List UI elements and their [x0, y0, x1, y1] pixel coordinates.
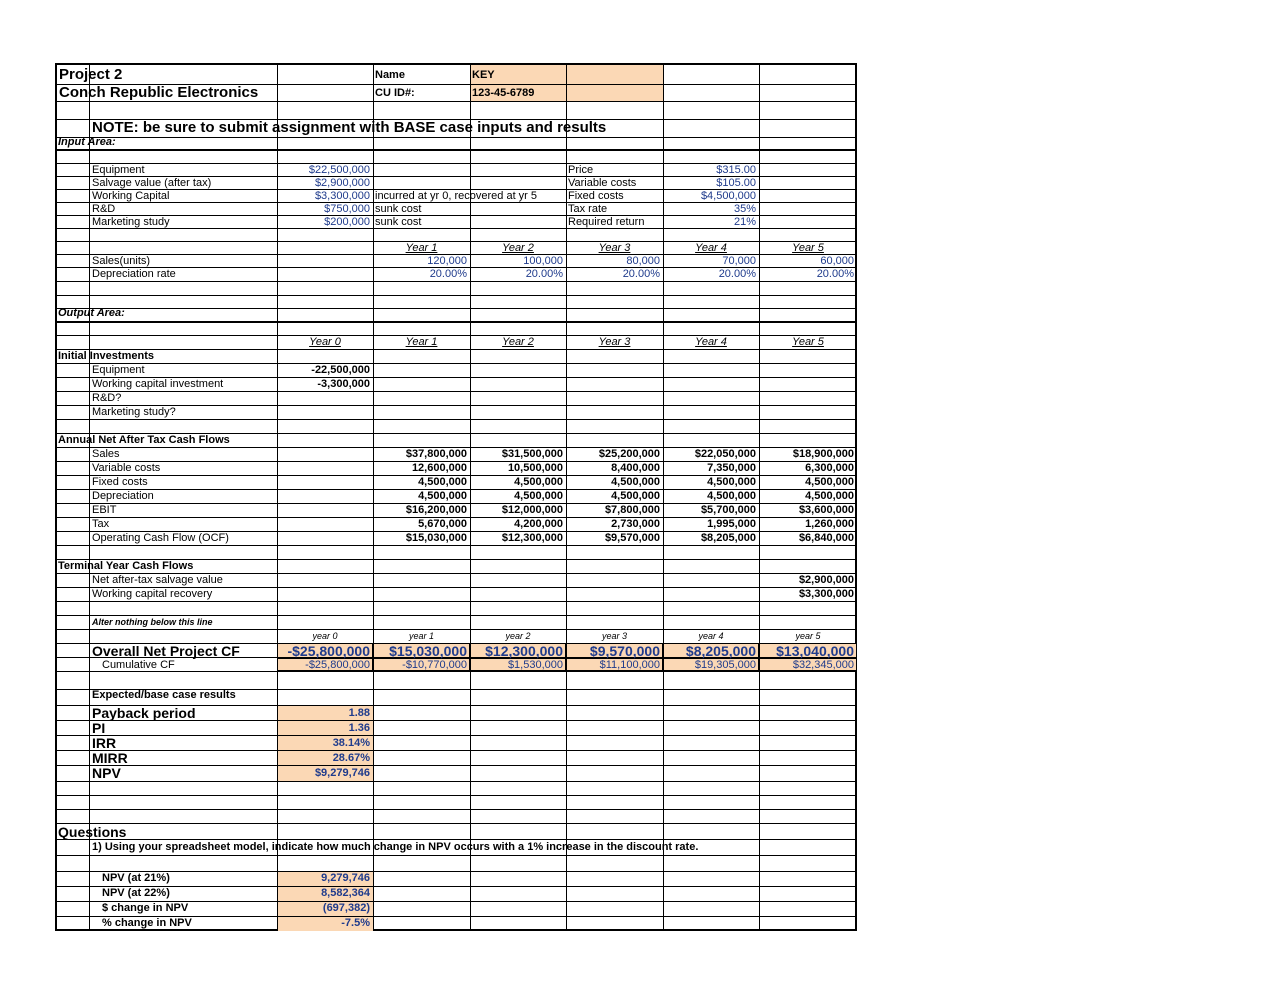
gridline-row: [57, 321, 855, 323]
annual-value: $31,500,000: [501, 448, 563, 460]
input-label: Equipment: [92, 164, 145, 176]
input-param-label: Fixed costs: [568, 190, 624, 202]
input-label: R&D: [92, 203, 116, 215]
result-value: $9,279,746: [314, 767, 370, 779]
result-label: Payback period: [92, 705, 196, 721]
overall-cf-value: $13,040,000: [776, 643, 854, 659]
input-area-title: Input Area:: [58, 136, 116, 148]
annual-value: 5,670,000: [418, 518, 467, 530]
annual-value: 4,500,000: [707, 476, 756, 488]
input-year-header: Year 2: [502, 242, 534, 254]
cf-year-header: year 1: [408, 631, 434, 641]
input-param-label: Tax rate: [568, 203, 608, 215]
annual-value: $22,050,000: [694, 448, 756, 460]
cf-year-header: year 3: [601, 631, 627, 641]
initial-label: Equipment: [92, 364, 145, 376]
cf-year-header: year 0: [312, 631, 338, 641]
result-label: PI: [92, 720, 106, 736]
gridline-row: [57, 839, 855, 840]
input-comment: incurred at yr 0, recovered at yr 5: [375, 190, 538, 202]
terminal-cashflows-title: Terminal Year Cash Flows: [58, 560, 194, 572]
initial-investments-title: Initial Investments: [58, 350, 154, 362]
annual-value: $12,300,000: [501, 532, 563, 544]
annual-label: EBIT: [92, 504, 117, 516]
annual-value: $7,800,000: [604, 504, 660, 516]
input-value: $200,000: [324, 216, 370, 228]
input-param-value: 35%: [733, 203, 756, 215]
alter-note: Alter nothing below this line: [92, 617, 213, 627]
input-year-header: Year 1: [405, 242, 438, 254]
annual-label: Tax: [92, 518, 110, 530]
gridline-row: [57, 886, 855, 887]
answer-label: $ change in NPV: [102, 902, 189, 914]
sales-units-value: 60,000: [820, 255, 854, 267]
gridline-row: [57, 391, 855, 392]
output-year-header: Year 5: [792, 336, 824, 348]
overall-cf-value: -$25,800,000: [287, 643, 370, 659]
annual-label: Fixed costs: [92, 476, 148, 488]
gridline-row: [57, 735, 855, 736]
questions-title: Questions: [58, 824, 127, 840]
annual-value: 7,350,000: [707, 462, 756, 474]
output-area-title: Output Area:: [58, 307, 125, 319]
results-title: Expected/base case results: [92, 689, 236, 701]
input-year-header: Year 3: [598, 242, 631, 254]
depreciation-rate-value: 20.00%: [429, 268, 467, 280]
result-value: 1.88: [348, 707, 370, 719]
annual-value: 4,500,000: [611, 476, 660, 488]
cumulative-cf-label: Cumulative CF: [102, 659, 175, 671]
initial-value: -22,500,000: [311, 364, 370, 376]
result-label: NPV: [92, 765, 121, 781]
gridline-row: [57, 149, 855, 151]
id-value: 123-45-6789: [472, 87, 535, 99]
company-name: Conch Republic Electronics: [59, 84, 259, 101]
cumulative-cf-value: -$25,800,000: [305, 659, 370, 671]
annual-value: $3,600,000: [798, 504, 854, 516]
sales-units-value: 70,000: [722, 255, 756, 267]
input-value: $2,900,000: [314, 177, 370, 189]
annual-cashflows-title: Annual Net After Tax Cash Flows: [58, 434, 230, 446]
gridline-col: [89, 65, 90, 931]
annual-value: 10,500,000: [507, 462, 563, 474]
annual-label: Variable costs: [92, 462, 161, 474]
output-year-header: Year 0: [309, 336, 341, 348]
annual-value: 1,995,000: [707, 518, 756, 530]
input-comment: sunk cost: [375, 216, 422, 228]
input-param-value: $315.00: [716, 164, 756, 176]
annual-value: 1,260,000: [805, 518, 854, 530]
input-param-label: Price: [568, 164, 594, 176]
gridline-row: [57, 795, 855, 796]
annual-value: $25,200,000: [598, 448, 660, 460]
id-label: CU ID#:: [375, 87, 415, 99]
overall-cf-label: Overall Net Project CF: [92, 643, 240, 659]
gridline-row: [57, 295, 855, 296]
sales-units-value: 100,000: [523, 255, 563, 267]
gridline-row: [57, 405, 855, 406]
gridline-row: [57, 809, 855, 810]
input-param-value: $4,500,000: [700, 190, 756, 202]
sales-units-value: 120,000: [427, 255, 467, 267]
annual-value: $37,800,000: [405, 448, 467, 460]
terminal-value: $2,900,000: [798, 574, 854, 586]
annual-value: $18,900,000: [792, 448, 854, 460]
input-param-label: Required return: [568, 216, 645, 228]
gridline-row: [57, 349, 855, 350]
terminal-value: $3,300,000: [798, 588, 854, 600]
answer-value: 8,582,364: [321, 887, 370, 899]
gridline-row: [57, 781, 855, 782]
gridline-row: [57, 855, 855, 856]
input-label: Marketing study: [92, 216, 170, 228]
annual-value: 4,500,000: [707, 490, 756, 502]
gridline-row: [57, 281, 855, 282]
annual-value: 2,730,000: [611, 518, 660, 530]
cumulative-cf-value: $32,345,000: [792, 659, 854, 671]
gridline-row: [57, 363, 855, 364]
cumulative-cf-value: $19,305,000: [694, 659, 756, 671]
input-value: $750,000: [324, 203, 370, 215]
input-param-value: $105.00: [716, 177, 756, 189]
gridline-row: [57, 871, 855, 872]
depreciation-rate-label: Depreciation rate: [92, 268, 176, 280]
overall-cf-value: $9,570,000: [589, 643, 660, 659]
input-year-header: Year 5: [792, 242, 824, 254]
annual-value: 4,500,000: [418, 476, 467, 488]
input-value: $22,500,000: [308, 164, 370, 176]
annual-value: 4,500,000: [805, 476, 854, 488]
annual-value: 4,500,000: [514, 490, 563, 502]
answer-label: NPV (at 21%): [102, 872, 170, 884]
input-year-header: Year 4: [695, 242, 727, 254]
cf-year-header: year 4: [698, 631, 724, 641]
answer-label: NPV (at 22%): [102, 887, 170, 899]
terminal-label: Net after-tax salvage value: [92, 574, 223, 586]
name-value: KEY: [472, 69, 495, 81]
gridline-row: [57, 750, 855, 751]
annual-value: $9,570,000: [604, 532, 660, 544]
depreciation-rate-value: 20.00%: [718, 268, 756, 280]
input-param-value: 21%: [733, 216, 756, 228]
output-year-header: Year 2: [502, 336, 534, 348]
spreadsheet: [55, 63, 857, 931]
input-value: $3,300,000: [314, 190, 370, 202]
output-year-header: Year 3: [598, 336, 631, 348]
annual-label: Sales: [92, 448, 120, 460]
cf-year-header: year 2: [505, 631, 531, 641]
result-label: IRR: [92, 735, 117, 751]
gridline-row: [57, 137, 855, 138]
gridline-row: [57, 765, 855, 766]
annual-value: $12,000,000: [501, 504, 563, 516]
project-title: Project 2: [59, 66, 123, 83]
cumulative-cf-value: -$10,770,000: [402, 659, 467, 671]
result-value: 28.67%: [332, 752, 370, 764]
output-year-header: Year 4: [695, 336, 727, 348]
annual-value: $6,840,000: [798, 532, 854, 544]
annual-value: $15,030,000: [405, 532, 467, 544]
gridline-row: [57, 545, 855, 546]
result-value: 1.36: [348, 722, 370, 734]
answer-label: % change in NPV: [102, 917, 192, 929]
terminal-label: Working capital recovery: [92, 588, 213, 600]
answer-value: -7.5%: [341, 917, 370, 929]
gridline-row: [57, 308, 855, 309]
annual-value: $16,200,000: [405, 504, 467, 516]
input-param-label: Variable costs: [568, 177, 637, 189]
cumulative-cf-value: $1,530,000: [507, 659, 563, 671]
annual-value: 4,200,000: [514, 518, 563, 530]
answer-value: (697,382): [322, 902, 370, 914]
annual-label: Operating Cash Flow (OCF): [92, 532, 229, 544]
note-text: NOTE: be sure to submit assignment with BASE case inputs and results: [92, 119, 607, 136]
initial-label: Marketing study?: [92, 406, 176, 418]
question-1: 1) Using your spreadsheet model, indicate how much change in NPV occurs with a 1% increase in the discount rate.: [92, 841, 699, 853]
input-label: Salvage value (after tax): [92, 177, 212, 189]
name-label: Name: [375, 69, 405, 81]
annual-value: 4,500,000: [514, 476, 563, 488]
annual-value: 4,500,000: [611, 490, 660, 502]
cumulative-cf-value: $11,100,000: [599, 659, 660, 671]
input-label: Working Capital: [92, 190, 170, 202]
annual-value: 4,500,000: [418, 490, 467, 502]
annual-label: Depreciation: [92, 490, 154, 502]
sales-units-label: Sales(units): [92, 255, 151, 267]
depreciation-rate-value: 20.00%: [816, 268, 854, 280]
annual-value: $5,700,000: [700, 504, 756, 516]
initial-value: -3,300,000: [317, 378, 370, 390]
overall-cf-value: $12,300,000: [485, 643, 563, 659]
cf-year-header: year 5: [795, 631, 821, 641]
input-comment: sunk cost: [375, 203, 422, 215]
annual-value: 12,600,000: [411, 462, 467, 474]
sales-units-value: 80,000: [626, 255, 660, 267]
result-value: 38.14%: [332, 737, 370, 749]
initial-label: Working capital investment: [92, 378, 224, 390]
depreciation-rate-value: 20.00%: [622, 268, 660, 280]
annual-value: $8,205,000: [700, 532, 756, 544]
answer-value: 9,279,746: [321, 872, 370, 884]
gridline-row: [57, 101, 855, 102]
gridline-row: [57, 601, 855, 602]
overall-cf-value: $15,030,000: [389, 643, 467, 659]
output-year-header: Year 1: [405, 336, 438, 348]
initial-label: R&D?: [92, 392, 122, 404]
gridline-row: [57, 823, 855, 824]
annual-value: 6,300,000: [805, 462, 854, 474]
annual-value: 4,500,000: [805, 490, 854, 502]
annual-value: 8,400,000: [611, 462, 660, 474]
depreciation-rate-value: 20.00%: [525, 268, 563, 280]
overall-cf-value: $8,205,000: [685, 643, 756, 659]
result-label: MIRR: [92, 750, 128, 766]
gridline-row: [57, 419, 855, 420]
